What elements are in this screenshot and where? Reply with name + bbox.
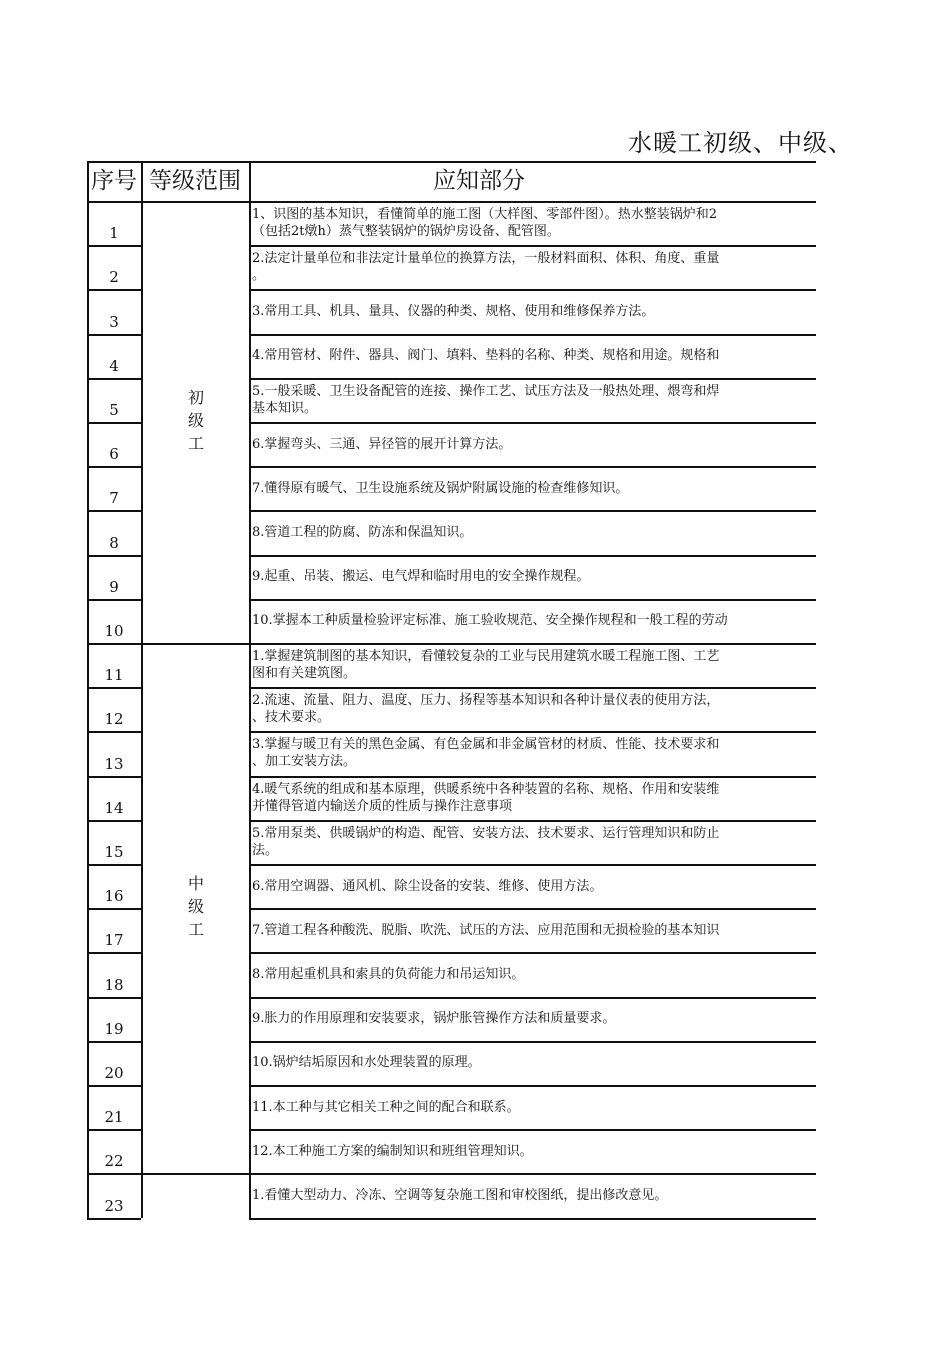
row-number-divider [87,422,141,424]
row-knowledge-text [252,733,852,773]
row-number-divider [87,997,141,999]
row-number-divider [87,908,141,910]
header-grade-range: 等级范围 [149,168,241,194]
row-number-divider [87,820,141,822]
row-knowledge-text [252,512,852,552]
content-left-border [249,161,251,1218]
grade-label-char: 工 [187,434,204,453]
row-knowledge-text [252,1087,852,1127]
knowledge-text-line: 、加工安装方法。 [252,754,357,770]
row-number-divider [87,864,141,866]
grade-label-char: 级 [187,411,204,430]
row-number-divider [87,466,141,468]
row-number: 20 [104,1064,124,1082]
knowledge-text-line: 并懂得管道内输送介质的性质与操作注意事项 [252,798,513,814]
knowledge-text-line: 、技术要求。 [252,710,331,726]
row-number: 4 [109,356,119,375]
row-knowledge-text [252,1131,852,1171]
grade-label-middle [143,872,249,941]
row-number-divider [87,1129,141,1131]
knowledge-text-line: 9.胀力的作用原理和安装要求，锅炉胀管操作方法和质量要求。 [252,1011,616,1027]
grade-label-char: 中 [187,874,204,894]
row-number: 18 [104,975,124,994]
row-knowledge-text [252,336,852,376]
knowledge-text-line: 1、识图的基本知识，看懂简单的施工图（大样图、零部件图）。热水整装锅炉和2 [252,207,718,223]
knowledge-text-line: 9.起重、吊装、搬运、电气焊和临时用电的安全操作规程。 [252,569,590,585]
row-knowledge-text [252,291,852,331]
row-number: 6 [109,445,119,464]
knowledge-text-line: 8.管道工程的防腐、防冻和保温知识。 [252,524,473,540]
row-knowledge-text [252,645,852,685]
row-knowledge-text [252,424,852,464]
row-number-divider [87,1218,141,1220]
header-serial-number: 序号 [91,168,137,194]
knowledge-text-line: 4.暖气系统的组成和基本原理，供暖系统中各种装置的名称、规格、作用和安装维 [252,781,720,797]
knowledge-text-line: 11.本工种与其它相关工种之间的配合和联系。 [252,1099,520,1115]
knowledge-text-line: 7.懂得原有暖气、卫生设施系统及锅炉附属设施的检查维修知识。 [252,480,629,496]
knowledge-text-line: 图和有关建筑图。 [252,666,357,682]
row-number: 7 [109,489,119,508]
row-knowledge-text [252,1175,852,1215]
row-number: 17 [104,931,124,950]
row-number: 16 [104,887,124,906]
row-knowledge-text [252,822,852,862]
row-knowledge-text [252,601,852,641]
row-knowledge-text [252,866,852,906]
knowledge-text-line: 1.看懂大型动力、冷冻、空调等复杂施工图和审校图纸，提出修改意见。 [252,1187,668,1203]
knowledge-text-line: 基本知识。 [252,400,318,416]
knowledge-text-line: 4.常用管材、附件、器具、阀门、填料、垫料的名称、种类、规格和用途。规格和 [252,348,720,364]
row-number: 1 [109,224,119,243]
grade-label-junior [143,386,249,455]
row-number-divider [87,289,141,291]
row-number-divider [87,245,141,247]
row-content-divider [249,1218,816,1220]
knowledge-text-line: 5.常用泵类、供暖锅炉的构造、配管、安装方法、技术要求、运行管理知识和防止 [252,825,720,841]
row-number: 23 [104,1196,124,1215]
row-knowledge-text [252,203,852,243]
knowledge-text-line: （包括2t燉h）蒸气整装锅炉的锅炉房设备、配管图。 [252,224,560,240]
knowledge-text-line: 6.掌握弯头、三通、异径管的展开计算方法。 [252,436,512,452]
row-number: 12 [104,710,124,729]
row-number-divider [87,731,141,733]
knowledge-text-line: 3.掌握与暖卫有关的黑色金属、有色金属和非金属管材的材质、性能、技术要求和 [252,737,720,753]
knowledge-text-line: 6.常用空调器、通风机、除尘设备的安装、维修、使用方法。 [252,878,603,894]
row-knowledge-text [252,380,852,420]
row-number-divider [87,1173,141,1175]
row-number: 13 [104,754,124,773]
row-number: 22 [104,1152,124,1171]
knowledge-text-line: 10.锅炉结垢原因和水处理装置的原理。 [252,1055,481,1071]
document-title: 水暖工初级、中级、 [628,129,853,157]
row-number-divider [87,599,141,601]
knowledge-text-line: 3.常用工具、机具、量具、仪器的种类、规格、使用和维修保养方法。 [252,303,655,319]
row-number-divider [87,952,141,954]
knowledge-text-line: 2.法定计量单位和非法定计量单位的换算方法，一般材料面积、体积、角度、重量 [252,251,720,267]
knowledge-text-line: 8.常用起重机具和索具的负荷能力和吊运知识。 [252,966,525,982]
grade-group-divider [141,643,249,645]
row-number-divider [87,555,141,557]
grade-label-char: 级 [187,897,204,917]
row-knowledge-text [252,999,852,1039]
row-knowledge-text [252,910,852,950]
grade-label-char: 工 [187,920,204,940]
row-number: 15 [104,843,124,861]
knowledge-text-line: 12.本工种施工方案的编制知识和班组管理知识。 [252,1143,533,1159]
row-number-divider [87,334,141,336]
row-number-divider [87,643,141,645]
row-knowledge-text [252,468,852,508]
row-number: 2 [109,268,119,287]
row-number-divider [87,378,141,380]
row-knowledge-text [252,247,852,287]
row-number: 8 [109,533,119,552]
row-knowledge-text [252,778,852,818]
row-number: 21 [104,1108,124,1127]
knowledge-text-line: 。 [252,268,266,284]
grade-label-char: 初 [187,388,204,407]
grade-left-border [141,161,143,1218]
row-number-divider [87,510,141,512]
row-number-divider [87,1041,141,1043]
grade-group-divider [141,1173,249,1175]
row-number: 10 [104,622,124,640]
row-number-divider [87,687,141,689]
row-knowledge-text [252,1043,852,1083]
row-number: 9 [109,577,119,596]
row-knowledge-text [252,557,852,597]
row-number: 14 [104,798,124,817]
row-knowledge-text [252,689,852,729]
row-number-divider [87,1085,141,1087]
knowledge-text-line: 10.掌握本工种质量检验评定标准、施工验收规范、安全操作规程和一般工程的劳动 [252,613,728,629]
knowledge-text-line: 法。 [252,842,279,858]
row-number: 19 [104,1019,124,1038]
knowledge-text-line: 2.流速、流量、阻力、温度、压力、扬程等基本知识和各种计量仪表的使用方法， [252,693,720,709]
header-required-knowledge: 应知部分 [433,168,525,194]
knowledge-text-line: 1.掌握建筑制图的基本知识，看懂较复杂的工业与民用建筑水暖工程施工图、工艺 [252,649,720,665]
row-number: 11 [104,666,124,685]
knowledge-text-line: 5.一般采暖、卫生设备配管的连接、操作工艺、试压方法及一般热处理、煨弯和焊 [252,383,720,399]
row-number-divider [87,776,141,778]
row-number: 3 [109,312,119,331]
knowledge-text-line: 7.管道工程各种酸洗、脱脂、吹洗、试压的方法、应用范围和无损检验的基本知识 [252,922,720,938]
row-knowledge-text [252,954,852,994]
row-number: 5 [109,401,119,419]
